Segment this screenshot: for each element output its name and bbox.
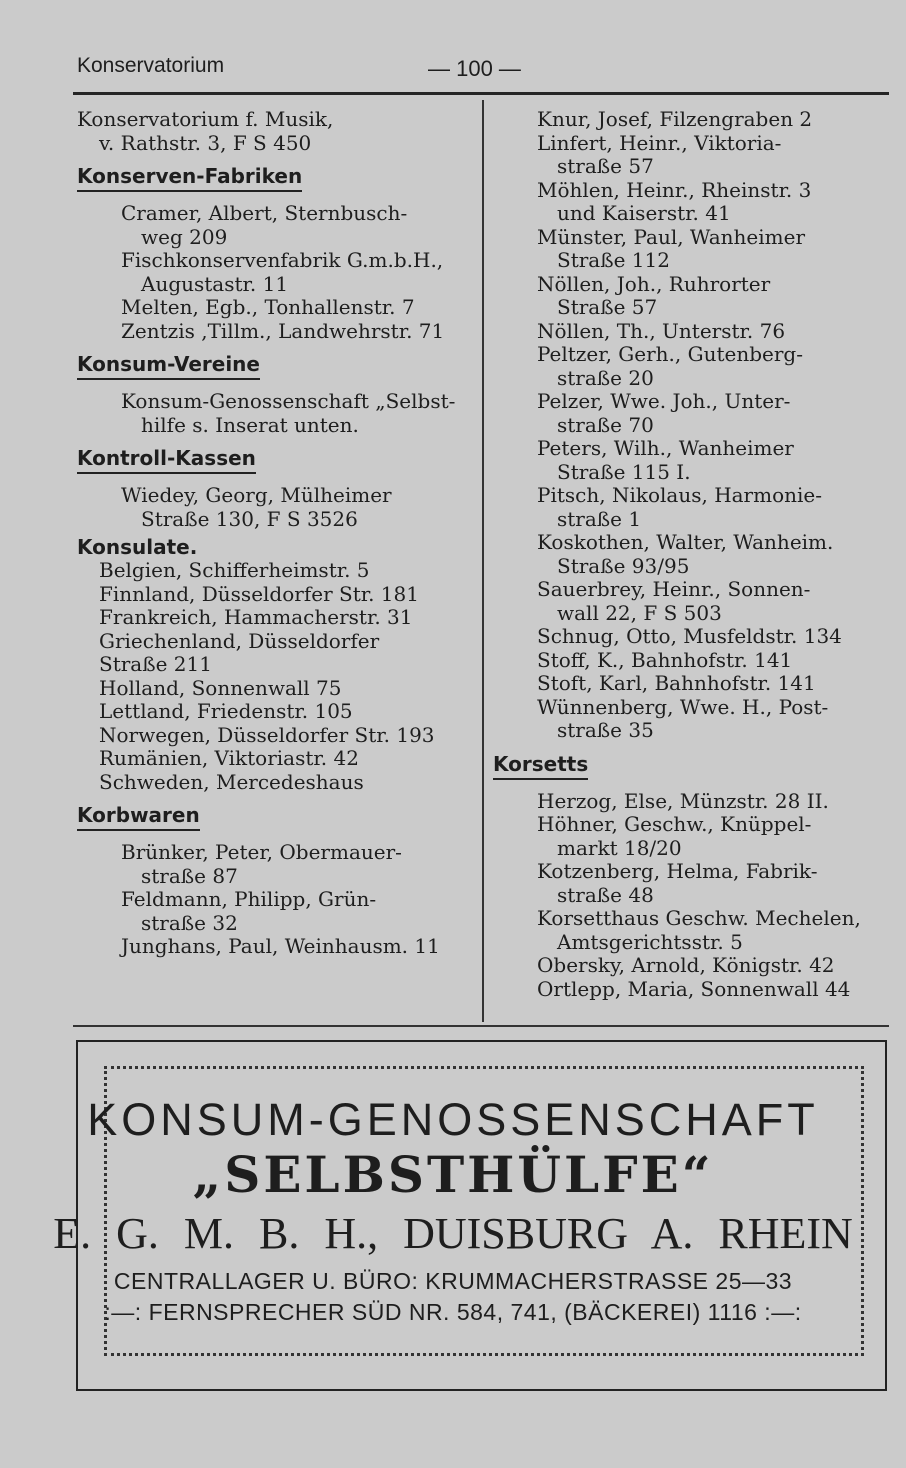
directory-entry-line: Peters, Wilh., Wanheimer [537, 436, 794, 460]
directory-entry-line: Sauerbrey, Heinr., Sonnen- [537, 577, 811, 601]
column-divider [482, 100, 484, 1022]
directory-entry-line: Pelzer, Wwe. Joh., Unter- [537, 389, 791, 413]
directory-entry-line: Griechenland, Düsseldorfer [99, 628, 380, 653]
directory-entry-line: Straße 130, F S 3526 [141, 506, 358, 531]
section-heading: Korsetts [493, 751, 588, 780]
directory-entry-line: Obersky, Arnold, Königstr. 42 [537, 953, 835, 977]
ad-address: CENTRALLAGER U. BÜRO: KRUMMACHERSTRASSE 25—33 [113, 1268, 793, 1294]
directory-entry-line: Amtsgerichtsstr. 5 [557, 929, 743, 954]
directory-entry-line: Junghans, Paul, Weinhausm. 11 [121, 934, 440, 958]
directory-entry-line: Fischkonservenfabrik G.m.b.H., [121, 248, 444, 272]
directory-entry-line: straße 1 [557, 506, 642, 531]
directory-entry-line: Brünker, Peter, Obermauer- [121, 840, 402, 864]
directory-entry-line: straße 48 [557, 882, 654, 907]
directory-entry-line: v. Rathstr. 3, F S 450 [99, 130, 312, 155]
directory-entry-line: Cramer, Albert, Sternbusch- [121, 201, 408, 225]
directory-entry-line: straße 70 [557, 412, 654, 437]
section-heading-wrapper [77, 794, 477, 841]
ad-brand-name: „SELBSTHÜLFE“ [192, 1145, 714, 1204]
directory-entry-line: Möhlen, Heinr., Rheinstr. 3 [537, 177, 812, 202]
listing-bottom-rule [73, 1025, 889, 1027]
directory-entry-line: markt 18/20 [557, 835, 682, 860]
directory-entry-line: Münster, Paul, Wanheimer [537, 224, 806, 249]
directory-entry-line: Norwegen, Düsseldorfer Str. 193 [99, 722, 435, 747]
directory-entry-line: wall 22, F S 503 [557, 600, 722, 625]
directory-entry-line: straße 87 [141, 863, 238, 888]
directory-entry-line: Straße 112 [557, 248, 670, 272]
directory-entry-line: Knur, Josef, Filzengraben 2 [537, 107, 813, 131]
directory-entry-line: Melten, Egb., Tonhallenstr. 7 [121, 295, 415, 319]
directory-entry-line: straße 20 [557, 365, 654, 390]
ad-phone: :—: FERNSPRECHER SÜD NR. 584, 741, (BÄCKEREI) 1116 :—: [104, 1299, 802, 1325]
directory-entry-line: Pitsch, Nikolaus, Harmonie- [537, 483, 822, 507]
section-heading: Kontroll-Kassen [77, 445, 256, 474]
directory-entry-line: Herzog, Else, Münzstr. 28 II. [537, 788, 829, 813]
directory-entry-line: Straße 93/95 [557, 553, 690, 578]
directory-entry-line: Nöllen, Joh., Ruhrorter [537, 271, 771, 296]
directory-entry-line: straße 57 [557, 154, 654, 178]
directory-entry-line: Peltzer, Gerh., Gutenberg- [537, 342, 803, 366]
directory-entry-line: Straße 211 [99, 652, 212, 676]
directory-entry-line: Nöllen, Th., Unterstr. 76 [537, 318, 786, 343]
directory-entry-line: Finnland, Düsseldorfer Str. 181 [99, 581, 419, 606]
directory-entry-line: und Kaiserstr. 41 [557, 201, 731, 225]
directory-entry-line: Kotzenberg, Helma, Fabrik- [537, 859, 818, 883]
directory-entry-line: Schnug, Otto, Musfeldstr. 134 [537, 624, 842, 648]
directory-entry-line: Frankreich, Hammacherstr. 31 [99, 605, 413, 629]
directory-entry-line: Linfert, Heinr., Viktoria- [537, 130, 782, 155]
section-heading-wrapper [77, 343, 477, 390]
directory-entry-line: Koskothen, Walter, Wanheim. [537, 530, 834, 554]
left-column [77, 108, 477, 959]
running-title: Konservatorium [77, 54, 225, 77]
directory-entry-line: Lettland, Friedenstr. 105 [99, 699, 353, 723]
section-heading: Konserven-Fabriken [77, 163, 302, 192]
directory-entry-line: straße 35 [557, 718, 654, 742]
directory-entry-line: Stoff, K., Bahnhofstr. 141 [537, 647, 793, 672]
directory-entry-line: Belgien, Schifferheimstr. 5 [99, 558, 370, 582]
directory-entry-line: Konsum-Genossenschaft „Selbst- [121, 389, 456, 413]
section-heading: Konsulate. [77, 535, 198, 559]
section-heading-wrapper [77, 437, 477, 484]
directory-entry-line: straße 32 [141, 910, 238, 935]
right-column [493, 108, 888, 1001]
section-heading: Konsum-Vereine [77, 351, 260, 380]
directory-entry-line: hilfe s. Inserat unten. [141, 412, 359, 437]
directory-entry-line: Höhner, Geschw., Knüppel- [537, 812, 812, 836]
section-heading-wrapper [493, 743, 888, 790]
directory-entry-line: Straße 57 [557, 295, 658, 319]
directory-entry-line: Augustastr. 11 [141, 271, 289, 296]
directory-entry-line: Konservatorium f. Musik, [77, 107, 334, 131]
directory-entry-line: Feldmann, Philipp, Grün- [121, 887, 377, 911]
directory-entry-line: Straße 115 I. [557, 459, 691, 484]
ad-company-name: KONSUM-GENOSSENSCHAFT [87, 1094, 819, 1145]
directory-entry-line: Schweden, Mercedeshaus [99, 769, 364, 794]
section-heading: Korbwaren [77, 802, 200, 831]
page-number: — 100 — [428, 56, 521, 81]
directory-entry-line: weg 209 [141, 224, 228, 249]
section-heading-wrapper [77, 155, 477, 202]
directory-entry-line: Wünnenberg, Wwe. H., Post- [537, 694, 829, 719]
ad-legal-form-city: E. G. M. B. H., DUISBURG A. RHEIN [53, 1209, 853, 1258]
directory-entry-line: Korsetthaus Geschw. Mechelen, [537, 906, 861, 930]
directory-entry-line: Stoft, Karl, Bahnhofstr. 141 [537, 671, 816, 695]
directory-entry-line: Holland, Sonnenwall 75 [99, 675, 342, 700]
directory-entry-line: Wiedey, Georg, Mülheimer [121, 483, 392, 507]
header-rule [73, 92, 889, 95]
directory-entry-line: Ortlepp, Maria, Sonnenwall 44 [537, 976, 851, 1001]
directory-entry-line: Rumänien, Viktoriastr. 42 [99, 746, 359, 770]
directory-entry-line: Zentzis ,Tillm., Landwehrstr. 71 [121, 318, 445, 343]
